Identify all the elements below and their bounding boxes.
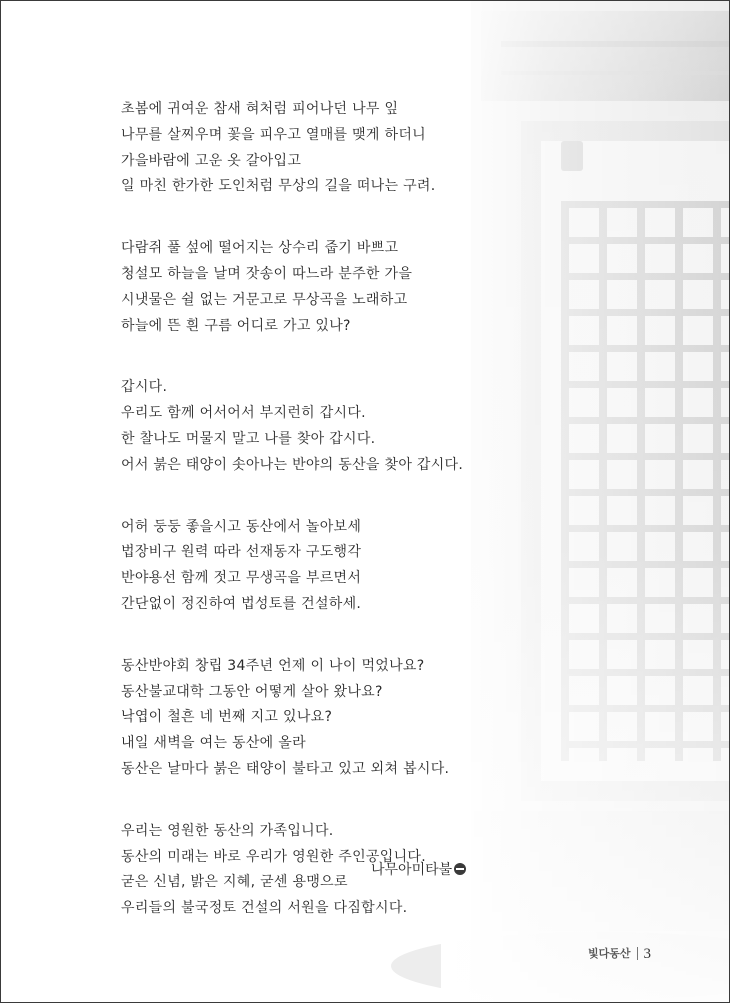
- poem-line: 법장비구 원력 따라 선재동자 구도행각: [121, 544, 362, 561]
- poem-line: 내일 새벽을 여는 동산에 올라: [121, 735, 306, 752]
- poem-line: 동산의 미래는 바로 우리가 영원한 주인공입니다.: [121, 848, 426, 865]
- poem-line: 어허 둥둥 좋을시고 동산에서 놀아보세: [121, 518, 362, 535]
- poem-stanza: [121, 515, 561, 618]
- poem-stanza: [121, 375, 561, 478]
- poem-line: 가을바람에 고운 옷 갈아입고: [121, 152, 302, 169]
- poem-line: 동산반야회 창립 34주년 언제 이 나이 먹었나요?: [121, 657, 425, 674]
- page-footer: [588, 945, 651, 963]
- poem-line: 청설모 하늘을 날며 잣송이 따느라 분주한 가을: [121, 265, 413, 282]
- poem-stanza: [121, 819, 561, 922]
- poem-stanza: [121, 97, 561, 200]
- seal-icon: [454, 863, 466, 875]
- poem-line: 동산은 날마다 붉은 태양이 불타고 있고 외쳐 봅시다.: [121, 760, 450, 777]
- poem-line: 우리는 영원한 동산의 가족입니다.: [121, 822, 334, 839]
- poem-line: 우리들의 불국정토 건설의 서원을 다짐합시다.: [121, 900, 408, 917]
- poem-signature: [371, 859, 466, 879]
- poem-line: 낙엽이 철흔 네 번째 지고 있나요?: [121, 709, 333, 726]
- poem-line: 갑시다.: [121, 379, 168, 396]
- poem-line: 한 찰나도 머물지 말고 나를 찾아 갑시다.: [121, 430, 376, 447]
- poem-stanza: [121, 654, 561, 783]
- magazine-name: 빛다동산: [587, 947, 631, 960]
- poem-stanza: [121, 236, 561, 339]
- poem-line: 초봄에 귀여운 참새 혀처럼 피어나던 나무 잎: [121, 101, 399, 117]
- poem-line: 나무를 살찌우며 꽃을 피우고 열매를 맺게 하더니: [121, 126, 426, 143]
- footer-divider: [637, 947, 638, 960]
- poem-line: 반야용선 함께 젓고 무생곡을 부르면서: [121, 570, 362, 587]
- poem-line: 동산불교대학 그동안 어떻게 살아 왔나요?: [121, 683, 383, 700]
- poem-line: 일 마친 한가한 도인처럼 무상의 길을 떠나는 구려.: [121, 178, 436, 195]
- page-number: 3: [643, 946, 651, 962]
- poem-line: 하늘에 뜬 흰 구름 어디로 가고 있나?: [121, 317, 351, 334]
- poem-line: 우리도 함께 어서어서 부지런히 갑시다.: [121, 405, 366, 422]
- signature-text: 나무아미타불: [371, 862, 453, 878]
- poem-line: 다람쥐 풀 섶에 떨어지는 상수리 줍기 바쁘고: [121, 240, 399, 257]
- poem-line: 어서 붉은 태양이 솟아나는 반야의 동산을 찾아 갑시다.: [121, 456, 464, 473]
- poem-line: 간단없이 정진하여 법성토를 건설하세.: [121, 595, 362, 612]
- poem-line: 시냇물은 쉴 없는 거문고로 무상곡을 노래하고: [121, 291, 408, 308]
- poem-line: 굳은 신념, 밝은 지혜, 굳센 용맹으로: [121, 874, 348, 891]
- poem-body: [121, 97, 561, 922]
